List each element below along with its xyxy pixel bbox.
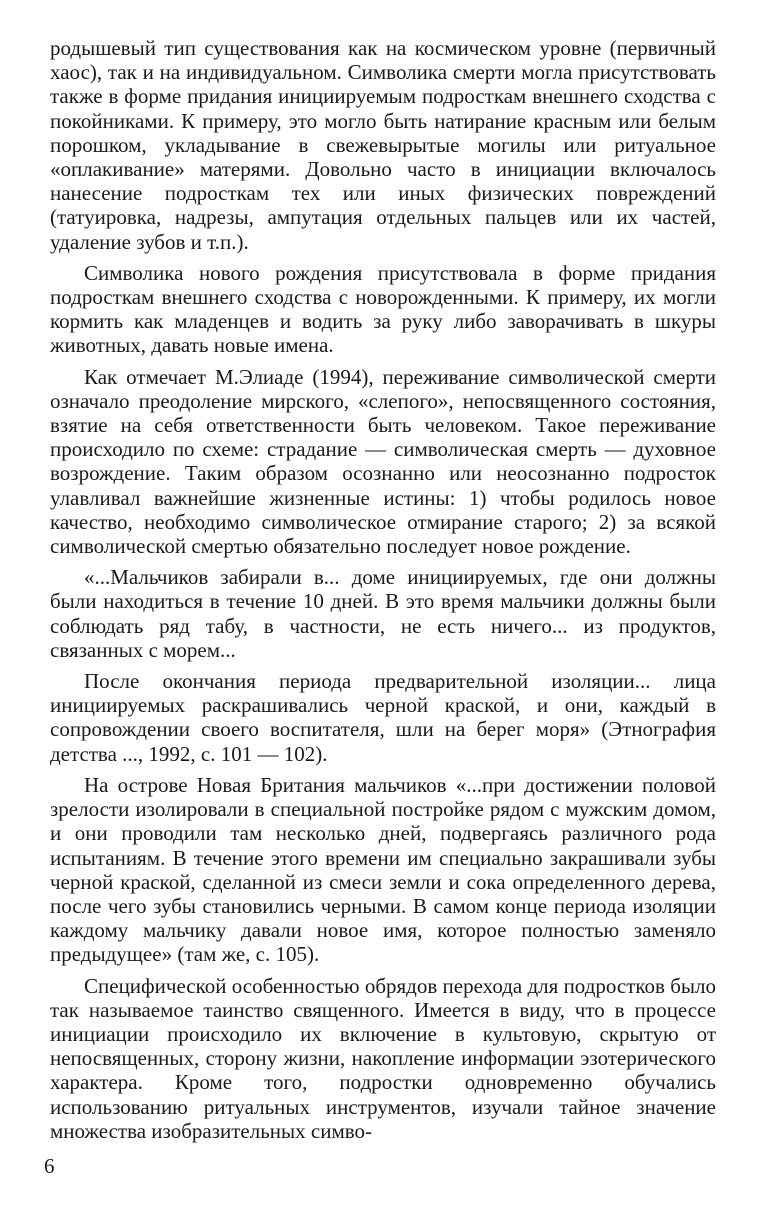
page-body — [50, 36, 716, 1150]
paragraph-5-quote: После окончания периода предварительной изоляции... лица инициируемых раскрашивались черной краской, и они, каждый в сопровождении своего воспитателя, шли на берег моря» (Этнография детства ..., 1992, с. 101 — 102). — [50, 669, 716, 766]
paragraph-6: На острове Новая Британия мальчиков «...при достижении половой зрелости изолировали в специальной постройке рядом с мужским домом, и они проводили там несколько дней, подвергаясь различного рода испытаниям. В течение этого времени им специально закрашивали зубы черной краской, сделанной из смеси земли и сока определенного дерева, после чего зубы становились черными. В самом конце периода изоляции каждому мальчику давали новое имя, которое полностью заменяло предыдущее» (там же, с. 105). — [50, 772, 716, 967]
paragraph-7: Специфической особенностью обрядов перехода для подростков было так называемое таинство священного. Имеется в виду, что в процессе инициации происходило их включение в культовую, скрытую от непосвященных, сторону жизни, накопление информации эзотерического характера. Кроме того, подростки одновременно обучались использованию ритуальных инструментов, изучали тайное значение множества изобразительных симво- — [50, 973, 716, 1143]
paragraph-4-quote: «...Мальчиков забирали в... доме инициируемых, где они должны были находиться в течение 10 дней. В это время мальчики должны были соблюдать ряд табу, в частности, не есть ничего... из продуктов, связанных с морем... — [50, 565, 716, 662]
paragraph-2: Символика нового рождения присутствовала в форме придания подросткам внешнего сходства с новорожденными. К примеру, их могли кормить как младенцев и водить за руку либо заворачивать в шкуры животных, давать новые имена. — [50, 260, 716, 358]
paragraph-3: Как отмечает М.Элиаде (1994), переживание символической смерти означало преодоление мирского, «слепого», непосвященного состояния, взятие на себя ответственности быть человеком. Такое переживание происходило по схеме: страдание — символическая смерть — духовное возрождение. Таким образом осознанно или неосознанно подросток улавливал важнейшие жизненные истины: 1) чтобы родилось новое качество, необходимо символическое отмирание старого; 2) за всякой символической смертью обязательно последует новое рождение. — [50, 364, 716, 559]
page-number: 6 — [44, 1154, 55, 1178]
paragraph-1: родышевый тип существования как на космическом уровне (первичный хаос), так и на индивидуальном. Символика смерти могла присутствовать также в форме придания инициируемым подросткам внешнего сходства с покойниками. К примеру, это могло быть натирание красным или белым порошком, укладывание в свежевырытые могилы или ритуальное «оплакивание» матерями. Довольно часто в инициации включалось нанесение подросткам тех или иных физических повреждений (татуировка, надрезы, ампутация отдельных пальцев или их частей, удаление зубов и т.п.). — [50, 36, 716, 254]
